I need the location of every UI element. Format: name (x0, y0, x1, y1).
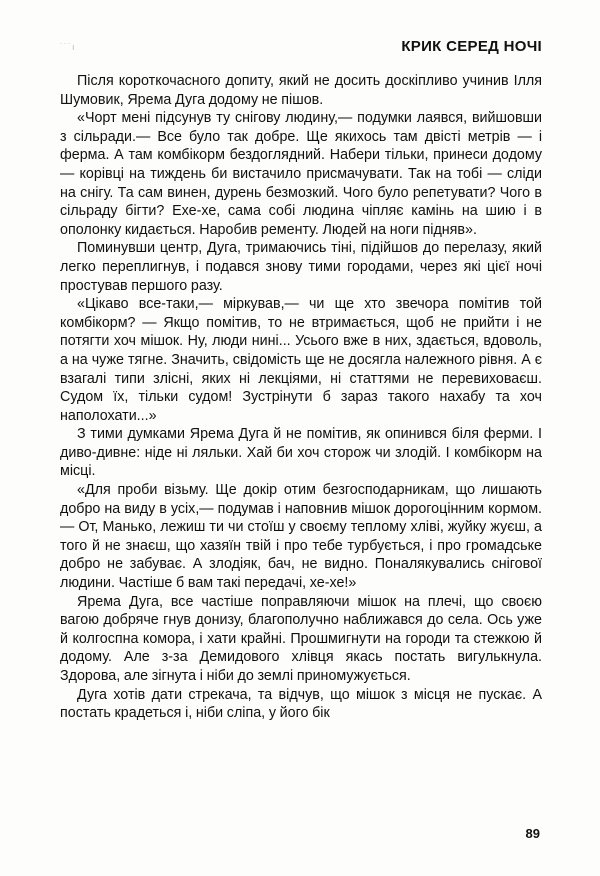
paragraph: Поминувши центр, Дуга, тримаючись тіні, підійшов до перелазу, який легко переплигнув, і подався знову тими городами, через які цієї ночі простував першого разу. (60, 240, 542, 294)
paragraph: «Цікаво все-таки,— міркував,— чи ще хто звечора помітив той комбікорм? — Якщо помітив, то не втримається, щоб не прийти і не потягти хоч мішок. Ну, люди нині... Усього вже в них, здається, вдоволь, а на чуже тягне. Значить, свідомість ще не досягла належного рівня. А є взагалі типи злісні, яких ні лекціями, ні статтями не перевиховаєш. Судом їх, тільки судом! Зустрінути б зараз такого нахабу та хоч наполохати...» (60, 296, 542, 424)
running-head (60, 38, 542, 58)
paragraph: Ярема Дуга, все частіше поправляючи мішок на плечі, що своєю вагою добряче гнув донизу, благополучно наближався до села. Ось уже й колгоспна комора, і хати крайні. Прошмигнути на городи та стежкою й додому. Але з-за Демидового хлівця якась постать вигулькнула. Здорова, але зігнута і ніби до землі приномужується. (60, 593, 542, 684)
paragraph: «Для проби візьму. Ще докір отим безгосподарникам, що лишають добро на виду в усіх,— подумав і наповнив мішок дорогоцінним кормом.— От, Манько, лежиш ти чи стоїш у своєму теплому хліві, жуйку жуєш, а того й не знаєш, що хазяїн твій і про тебе турбується, і про громадське добро не забуває. А злодіяк, бач, не видно. Поналякувались снігової людини. Частіше б вам такі передачі, хе-хе!» (60, 482, 542, 592)
body-text (60, 72, 542, 723)
chapter-title: КРИК СЕРЕД НОЧІ (401, 38, 542, 55)
paragraph: «Чорт мені підсунув ту снігову людину,— подумки лаявся, вийшовши з сільради.— Все було так добре. Ще якихось там двісті метрів — і ферма. А там комбікорм бездоглядний. Набери тільки, принеси додому — корівці на тиждень би вистачило присмачувати. Так на тобі — сліди на снігу. Та сам винен, дурень безмозкий. Чого було репетувати? Чого в сільраду бігти? Ехе-хе, сама собі людина чіпляє камінь на шию і в ополонку кидається. Наробив ременту. Людей на ноги підняв». (60, 110, 542, 238)
paragraph: Після короткочасного допиту, який не досить доскіпливо учинив Ілля Шумовик, Ярема Дуга додому не пішов. (60, 73, 542, 108)
paragraph: Дуга хотів дати стрекача, та відчув, що мішок з місця не пускає. А постать крадеться і, ніби сліпа, у його бік (60, 686, 542, 722)
running-head-mark: ˙˙˙ı (60, 42, 76, 52)
paragraph: З тими думками Ярема Дуга й не помітив, як опинився біля ферми. І диво-дивне: ніде ні ляльки. Хай би хоч сторож чи злодій. І комбікорм на місці. (60, 426, 542, 480)
page-number: 89 (525, 826, 540, 841)
